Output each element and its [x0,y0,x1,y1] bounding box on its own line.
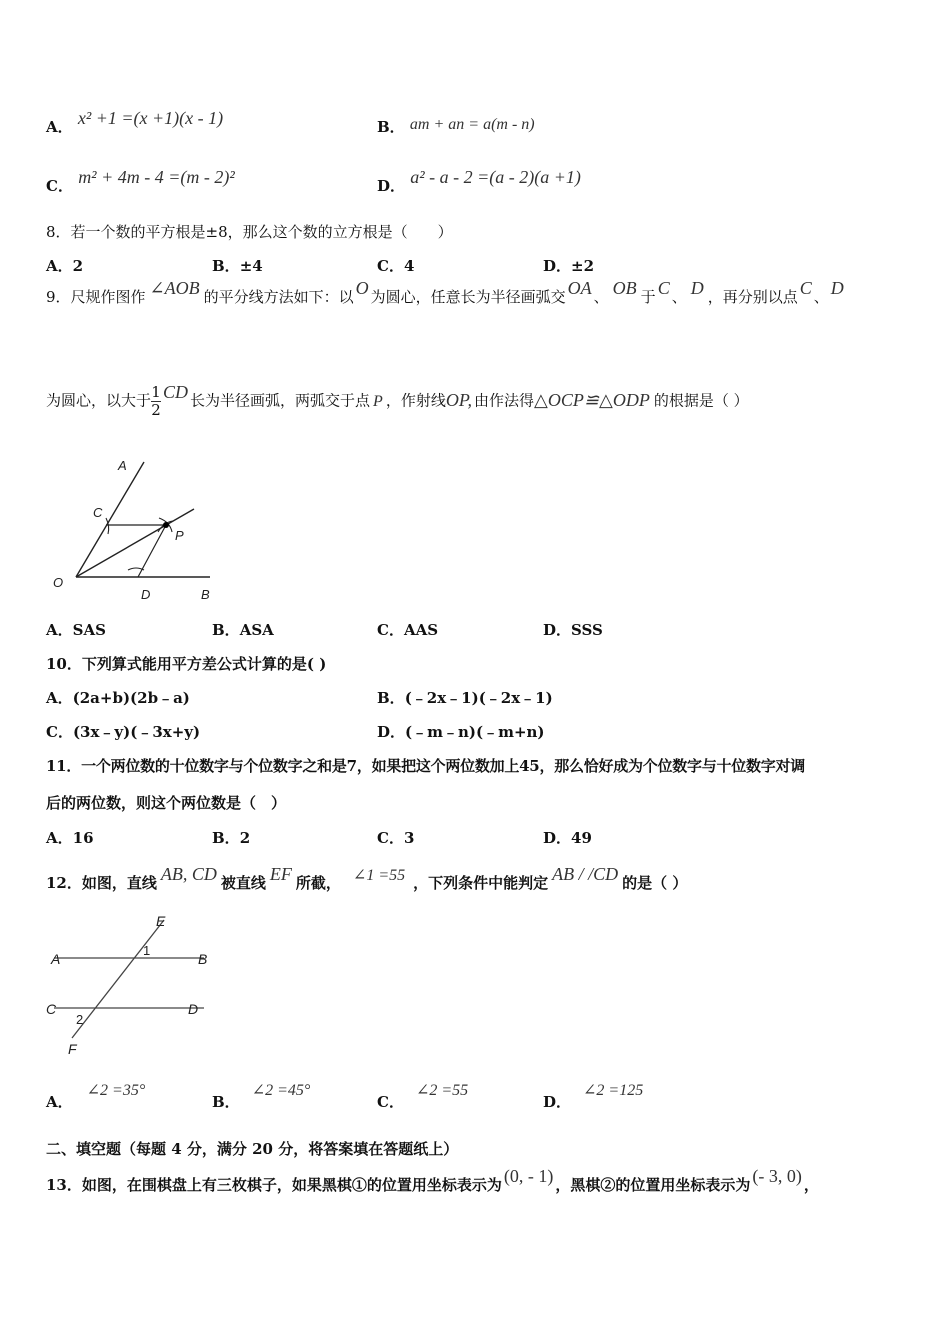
q8-option-d: D．±2 [543,257,595,275]
q7-option-b-expr: am + an = a(m - n) [409,116,535,133]
label-d: D [188,1001,199,1017]
q9-stem-line1: 9．尺规作图作 ∠AOB 的平分线方法如下：以 O 为圆心，任意长为半径画弧交 OA 、 OB 于 C 、 D ，再分别以点 C 、 D [46,278,844,306]
ray-oa [76,462,144,577]
label-f: F [68,1041,77,1057]
q11-stem-line1: 11．一个两位数的十位数字与个位数字之和是7，如果把这个两位数加上45，那么恰好成为个位数字与十位数字对调 [46,757,805,775]
q12-parallel-lines-figure [44,910,219,1060]
q11-option-c: C．3 [377,829,415,847]
q8-option-a: A．2 [46,257,84,275]
label-e: E [156,913,166,929]
q10-option-b: B．(﹣2x﹣1)(﹣2x﹣1) [377,689,553,707]
q13-stem: 13．如图，在围棋盘上有三枚棋子，如果黑棋①的位置用坐标表示为 (0, - 1) ，黑棋②的位置用坐标表示为 (- 3, 0) ， [46,1166,819,1194]
q7-option-d-expr: a² - a - 2 =(a - 2)(a +1) [410,167,581,187]
line-ef [72,920,164,1038]
q9-option-d: D．SSS [543,621,603,639]
q8-option-c: C．4 [377,257,415,275]
q12-option-c: C．∠2 =55 [377,1082,469,1111]
q9-option-c: C．AAS [377,621,439,639]
q11-option-a: A．16 [46,829,94,847]
q7-option-b: B． am + an = a(m - n) [377,116,535,136]
point-p [163,522,169,528]
label-c: C [46,1001,57,1017]
q9-option-a: A．SAS [46,621,106,639]
q8-option-b: B．±4 [212,257,263,275]
q10-option-c: C．(3x﹣y)(﹣3x+y) [46,723,201,741]
q7-option-d: D． a² - a - 2 =(a - 2)(a +1) [377,167,581,195]
q11-option-d: D．49 [543,829,592,847]
section-2-title: 二、填空题（每题 4 分，满分 20 分，将答案填在答题纸上） [46,1140,459,1158]
q7-option-c-expr: m² + 4m - 4 =(m - 2)² [78,167,235,187]
q12-option-a: A．∠2 =35° [46,1082,146,1111]
q7-option-a: A． x² +1 =(x +1)(x - 1) [46,108,224,136]
label-c: C [93,505,103,520]
label-b: B [198,951,208,967]
label-a: A [51,951,61,967]
label-a: A [118,458,127,473]
q7-option-c: C． m² + 4m - 4 =(m - 2)² [46,167,235,195]
q12-stem: 12．如图，直线 AB, CD 被直线 EF 所截， ∠1 =55 ，下列条件中能判定 AB / /CD 的是（ ） [46,864,688,892]
q10-stem: 10．下列算式能用平方差公式计算的是( ) [46,655,327,673]
label-angle-1: 1 [143,943,151,958]
q9-option-b: B．ASA [212,621,274,639]
q7-option-a-expr: x² +1 =(x +1)(x - 1) [77,108,224,128]
label-angle-2: 2 [76,1012,84,1027]
q10-option-d: D．(﹣m﹣n)(﹣m+n) [377,723,545,741]
q12-option-d: D．∠2 =125 [543,1082,644,1111]
q9-angle-bisector-figure [46,452,226,608]
q11-stem-line2: 后的两位数，则这个两位数是（ ） [46,794,287,812]
label-o: O [53,575,64,590]
label-b: B [201,587,210,602]
label-d: D [141,587,151,602]
q8-stem: 8．若一个数的平方根是±8，那么这个数的立方根是（ ） [46,223,453,241]
q10-option-a: A．(2a+b)(2b﹣a) [46,689,190,707]
q9-stem-line2: 为圆心，以大于 $\frac{1}{2}$ CD 长为半径画弧，两弧交于点 P ，作射线OP, 由作法得△OCP≌△ODP 的根据是（ ） [46,381,749,419]
q12-option-b: B．∠2 =45° [212,1082,311,1111]
fraction-one-half: $\frac{1}{2}$ [151,383,161,419]
q11-option-b: B．2 [212,829,251,847]
label-p: P [175,528,184,543]
